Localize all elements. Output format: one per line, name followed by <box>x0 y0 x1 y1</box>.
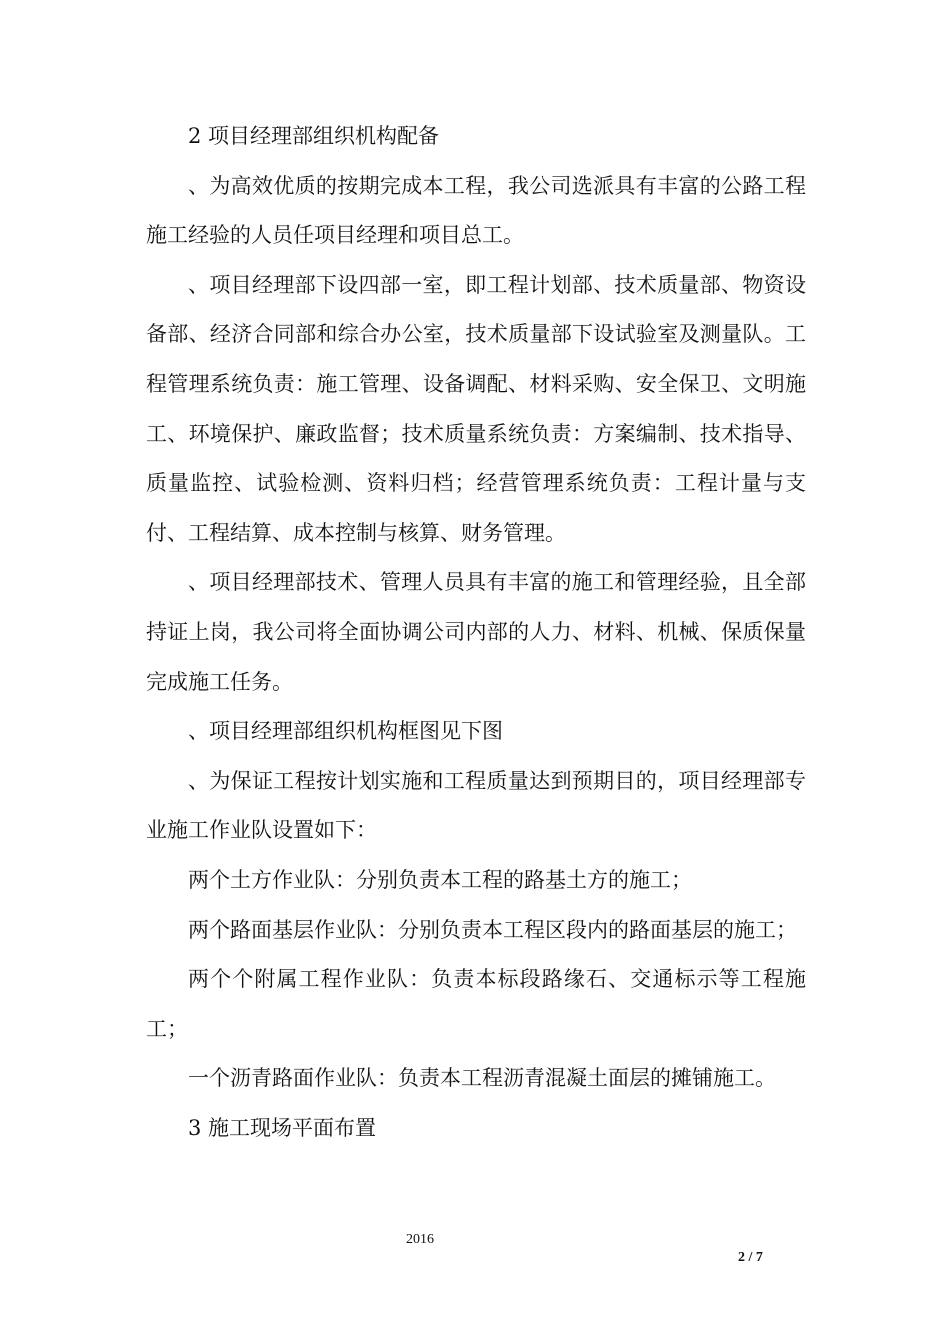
section-heading: 3 施工现场平面布置 <box>188 1115 377 1140</box>
paragraph: 两个个附属工程作业队：负责本标段路缘石、交通标示等工程施工； <box>146 967 806 1041</box>
paragraph: 两个路面基层作业队：分别负责本工程区段内的路面基层的施工； <box>188 917 797 942</box>
document-body <box>146 112 806 1153</box>
paragraph: 一个沥青路面作业队：负责本工程沥青混凝土面层的摊铺施工。 <box>188 1066 776 1091</box>
footer-year: 2016 <box>406 1232 434 1247</box>
paragraph: 、为高效优质的按期完成本工程，我公司选派具有丰富的公路工程施工经验的人员任项目经理和项目总工。 <box>146 173 806 248</box>
paragraph: 两个土方作业队：分别负责本工程的路基土方的施工； <box>188 867 692 892</box>
section-heading: 2 项目经理部组织机构配备 <box>188 124 440 148</box>
paragraph: 、项目经理部技术、管理人员具有丰富的施工和管理经验，且全部持证上岗，我公司将全面协调公司内部的人力、材料、机械、保质保量完成施工任务。 <box>146 570 806 694</box>
paragraph: 、项目经理部下设四部一室，即工程计划部、技术质量部、物资设备部、经济合同部和综合办公室，技术质量部下设试验室及测量队。工程管理系统负责：施工管理、设备调配、材料采购、安全保卫、文明施工、环境保护、廉政监督；技术质量系统负责：方案编制、技术指导、质量监控、试验检测、资料归档；经营管理系统负责：工程计量与支付、工程结算、成本控制与核算、财务管理。 <box>146 272 806 545</box>
page-number: 2 / 7 <box>738 1250 763 1265</box>
paragraph: 、为保证工程按计划实施和工程质量达到预期目的，项目经理部专业施工作业队设置如下： <box>146 768 806 843</box>
paragraph: 、项目经理部组织机构框图见下图 <box>188 719 503 744</box>
